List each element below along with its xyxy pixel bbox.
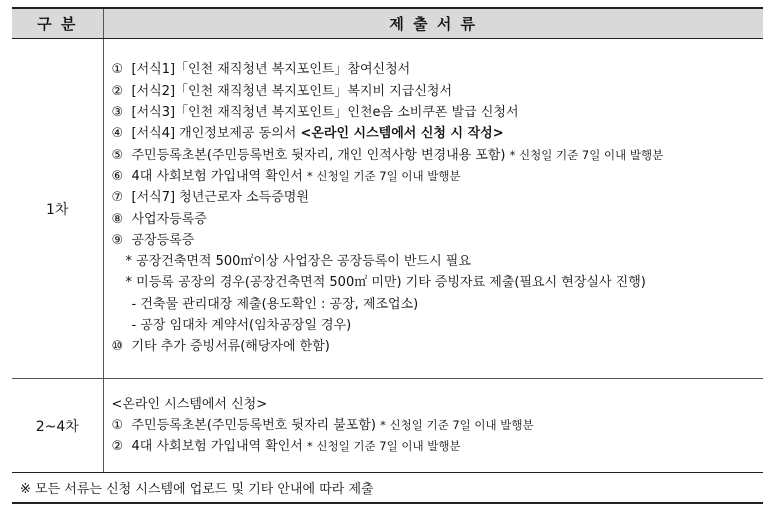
list-item: ⑤ 주민등록초본(주민등록번호 뒷자리, 개인 인적사항 변경내용 포함) * 신청일 기준 7일 이내 발행분 [111,147,664,163]
list-item: ④ [서식4] 개인정보제공 동의서 <온라인 시스템에서 신청 시 작성> [111,126,504,142]
header-documents: 제 출 서 류 [103,8,763,39]
list-item: ① [서식1]「인천 재직청년 복지포인트」참여신청서 [111,62,411,78]
table-row-round2 [12,379,763,473]
list-item: ③ [서식3]「인천 재직청년 복지포인트」인천e음 소비쿠폰 발급 신청서 [111,105,519,121]
round1-documents [103,39,763,379]
online-note: <온라인 시스템에서 신청 시 작성> [300,126,504,142]
sub-note: * 미등록 공장의 경우(공장건축면적 500㎡ 미만) 기타 증빙자료 제출(필요시 현장실사 진행) [125,275,646,291]
list-item: ② 4대 사회보험 가입내역 확인서 * 신청일 기준 7일 이내 발행분 [111,439,461,455]
list-item: ① 주민등록초본(주민등록번호 뒷자리 불포함) * 신청일 기준 7일 이내 발행분 [111,417,534,433]
round2-label: 2~4차 [12,379,103,473]
list-item: ② [서식2]「인천 재직청년 복지포인트」복지비 지급신청서 [111,83,453,99]
round2-documents [103,379,763,473]
round2-heading: <온라인 시스템에서 신청> [111,396,268,412]
table-header-row [12,8,763,39]
sub-item: - 건축물 관리대장 제출(용도확인 : 공장, 제조업소) [131,296,419,312]
list-item: ⑨ 공장등록증 [111,232,195,248]
footer-note: ※ 모든 서류는 신청 시스템에 업로드 및 기타 안내에 따라 제출 [12,473,763,504]
document [12,7,763,504]
sub-note: * 공장건축면적 500㎡이상 사업장은 공장등록이 반드시 필요 [125,254,471,270]
list-item: ⑩ 기타 추가 증빙서류(해당자에 한함) [111,339,330,355]
table-row-round1 [12,39,763,379]
round1-label: 1차 [12,39,103,379]
header-category: 구 분 [12,8,103,39]
list-item: ⑦ [서식7] 청년근로자 소득증명원 [111,190,309,206]
list-item: ⑧ 사업자등록증 [111,211,207,227]
list-item: ⑥ 4대 사회보험 가입내역 확인서 * 신청일 기준 7일 이내 발행분 [111,168,461,184]
submission-documents-table [12,7,763,504]
sub-item: - 공장 임대차 계약서(임차공장일 경우) [131,317,352,333]
table-footer-row [12,473,763,504]
